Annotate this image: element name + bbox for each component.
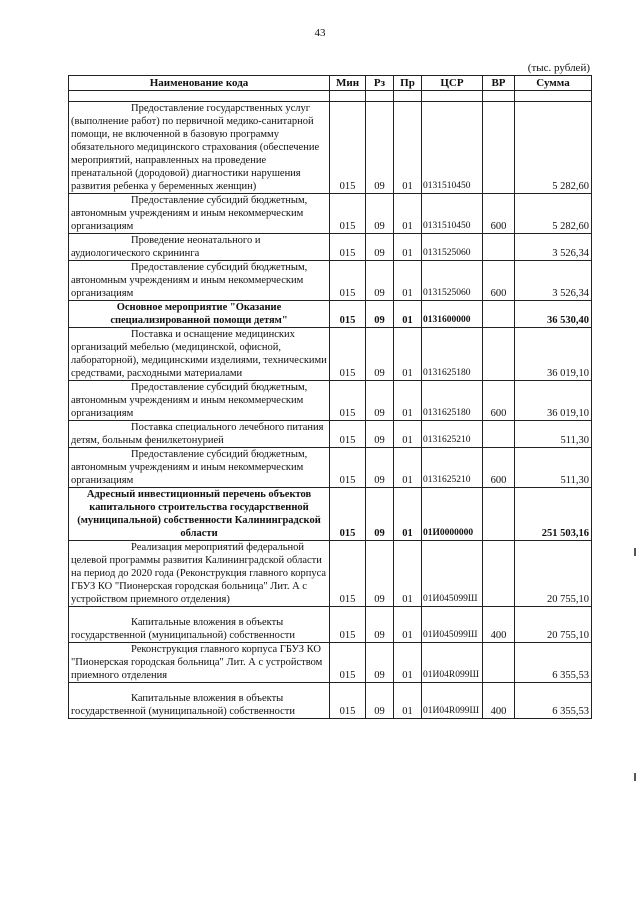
cell-name: Предоставление субсидий бюджетным, автономным учреждениям и иным некоммерческим организациям xyxy=(69,448,330,488)
table-row xyxy=(69,448,592,488)
table-row xyxy=(69,381,592,421)
cell-csr: 01И04R099Ш xyxy=(422,683,483,719)
cell-sum: 5 282,60 xyxy=(515,102,592,194)
cell-sum: 6 355,53 xyxy=(515,683,592,719)
cell-rz: 09 xyxy=(366,488,394,541)
cell-pr: 01 xyxy=(394,448,422,488)
table-row xyxy=(69,643,592,683)
table-row xyxy=(69,488,592,541)
cell-csr: 0131625210 xyxy=(422,421,483,448)
cell-rz: 09 xyxy=(366,234,394,261)
cell-name: Поставка и оснащение медицинских организаций мебелью (медицинской, офисной, лабораторной), медицинскими изделиями, техническими средствами, расходными материалами xyxy=(69,328,330,381)
cell-vr: 400 xyxy=(483,607,515,643)
table-row xyxy=(69,328,592,381)
margin-mark xyxy=(634,773,636,781)
cell-vr xyxy=(483,541,515,607)
cell-name: Реализация мероприятий федеральной целевой программы развития Калининградской области на период до 2020 года (Реконструкция главного корпуса ГБУЗ КО "Пионерская городская больница" Лит. А с устройством приемного отделения) xyxy=(69,541,330,607)
cell-rz: 09 xyxy=(366,541,394,607)
cell-sum: 251 503,16 xyxy=(515,488,592,541)
cell-sum: 5 282,60 xyxy=(515,194,592,234)
cell-sum: 511,30 xyxy=(515,448,592,488)
cell-vr: 600 xyxy=(483,261,515,301)
cell-rz: 09 xyxy=(366,328,394,381)
table-row xyxy=(69,421,592,448)
cell-pr: 01 xyxy=(394,234,422,261)
header-sum: Сумма xyxy=(515,76,592,91)
header-csr: ЦСР xyxy=(422,76,483,91)
cell-rz: 09 xyxy=(366,102,394,194)
cell-vr: 600 xyxy=(483,194,515,234)
table-header-row xyxy=(69,76,592,91)
table-row xyxy=(69,607,592,643)
spacer-row xyxy=(69,91,592,102)
cell-sum: 36 019,10 xyxy=(515,328,592,381)
cell-vr: 600 xyxy=(483,381,515,421)
cell-min: 015 xyxy=(330,448,366,488)
cell-rz: 09 xyxy=(366,301,394,328)
cell-vr xyxy=(483,102,515,194)
cell-csr: 01И045099Ш xyxy=(422,541,483,607)
cell-name: Проведение неонатального и аудиологического скрининга xyxy=(69,234,330,261)
cell-sum: 36 530,40 xyxy=(515,301,592,328)
cell-name: Предоставление субсидий бюджетным, автономным учреждениям и иным некоммерческим организациям xyxy=(69,381,330,421)
cell-pr: 01 xyxy=(394,488,422,541)
cell-pr: 01 xyxy=(394,301,422,328)
cell-min: 015 xyxy=(330,541,366,607)
cell-rz: 09 xyxy=(366,421,394,448)
cell-sum: 36 019,10 xyxy=(515,381,592,421)
cell-rz: 09 xyxy=(366,261,394,301)
cell-vr xyxy=(483,488,515,541)
table-row xyxy=(69,541,592,607)
cell-csr: 0131625180 xyxy=(422,328,483,381)
cell-pr: 01 xyxy=(394,328,422,381)
header-name: Наименование кода xyxy=(69,76,330,91)
table-row xyxy=(69,194,592,234)
cell-pr: 01 xyxy=(394,102,422,194)
cell-min: 015 xyxy=(330,194,366,234)
cell-name: Предоставление субсидий бюджетным, автономным учреждениям и иным некоммерческим организациям xyxy=(69,261,330,301)
cell-csr: 0131625210 xyxy=(422,448,483,488)
cell-sum: 20 755,10 xyxy=(515,541,592,607)
cell-csr: 0131600000 xyxy=(422,301,483,328)
cell-min: 015 xyxy=(330,102,366,194)
cell-name: Предоставление субсидий бюджетным, автономным учреждениям и иным некоммерческим организациям xyxy=(69,194,330,234)
cell-csr: 01И04R099Ш xyxy=(422,643,483,683)
cell-name: Поставка специального лечебного питания детям, больным фенилкетонурией xyxy=(69,421,330,448)
cell-vr xyxy=(483,234,515,261)
cell-rz: 09 xyxy=(366,448,394,488)
cell-min: 015 xyxy=(330,643,366,683)
cell-vr xyxy=(483,421,515,448)
cell-pr: 01 xyxy=(394,261,422,301)
cell-sum: 6 355,53 xyxy=(515,643,592,683)
cell-pr: 01 xyxy=(394,194,422,234)
cell-pr: 01 xyxy=(394,381,422,421)
cell-name: Основное мероприятие "Оказание специализированной помощи детям" xyxy=(69,301,330,328)
cell-sum: 3 526,34 xyxy=(515,234,592,261)
cell-pr: 01 xyxy=(394,541,422,607)
cell-name: Капитальные вложения в объекты государственной (муниципальной) собственности xyxy=(69,683,330,719)
cell-pr: 01 xyxy=(394,643,422,683)
cell-rz: 09 xyxy=(366,683,394,719)
cell-name: Адресный инвестиционный перечень объектов капитального строительства государственной (муниципальной) собственности Калининградской области xyxy=(69,488,330,541)
table-row xyxy=(69,301,592,328)
cell-min: 015 xyxy=(330,301,366,328)
table-row xyxy=(69,683,592,719)
cell-csr: 01И0000000 xyxy=(422,488,483,541)
cell-csr: 0131510450 xyxy=(422,194,483,234)
cell-min: 015 xyxy=(330,234,366,261)
header-pr: Пр xyxy=(394,76,422,91)
cell-csr: 0131525060 xyxy=(422,234,483,261)
cell-name: Реконструкция главного корпуса ГБУЗ КО "Пионерская городская больница" Лит. А с устройством приемного отделения xyxy=(69,643,330,683)
cell-rz: 09 xyxy=(366,194,394,234)
cell-sum: 20 755,10 xyxy=(515,607,592,643)
cell-pr: 01 xyxy=(394,683,422,719)
cell-vr xyxy=(483,643,515,683)
cell-min: 015 xyxy=(330,261,366,301)
units-label: (тыс. рублей) xyxy=(527,62,590,74)
header-vr: ВР xyxy=(483,76,515,91)
cell-min: 015 xyxy=(330,607,366,643)
cell-pr: 01 xyxy=(394,607,422,643)
cell-min: 015 xyxy=(330,421,366,448)
cell-min: 015 xyxy=(330,328,366,381)
budget-table xyxy=(68,75,592,719)
table-row xyxy=(69,261,592,301)
cell-rz: 09 xyxy=(366,643,394,683)
header-rz: Рз xyxy=(366,76,394,91)
cell-rz: 09 xyxy=(366,607,394,643)
page-number: 43 xyxy=(314,27,326,39)
cell-csr: 0131625180 xyxy=(422,381,483,421)
cell-csr: 0131510450 xyxy=(422,102,483,194)
cell-name: Капитальные вложения в объекты государственной (муниципальной) собственности xyxy=(69,607,330,643)
cell-csr: 01И045099Ш xyxy=(422,607,483,643)
cell-vr xyxy=(483,328,515,381)
margin-mark xyxy=(634,548,636,556)
cell-name: Предоставление государственных услуг (выполнение работ) по первичной медико-санитарной помощи, не включенной в базовую программу обязательного медицинского страхования (обеспечение мероприятий, направленных на проведение пренатальной (дородовой) диагностики нарушения развития ребенка у беременных женщин) xyxy=(69,102,330,194)
cell-sum: 511,30 xyxy=(515,421,592,448)
cell-pr: 01 xyxy=(394,421,422,448)
table-row xyxy=(69,102,592,194)
cell-rz: 09 xyxy=(366,381,394,421)
cell-vr: 600 xyxy=(483,448,515,488)
table-row xyxy=(69,234,592,261)
cell-min: 015 xyxy=(330,381,366,421)
cell-min: 015 xyxy=(330,683,366,719)
cell-vr: 400 xyxy=(483,683,515,719)
cell-vr xyxy=(483,301,515,328)
cell-min: 015 xyxy=(330,488,366,541)
cell-sum: 3 526,34 xyxy=(515,261,592,301)
cell-csr: 0131525060 xyxy=(422,261,483,301)
header-min: Мин xyxy=(330,76,366,91)
